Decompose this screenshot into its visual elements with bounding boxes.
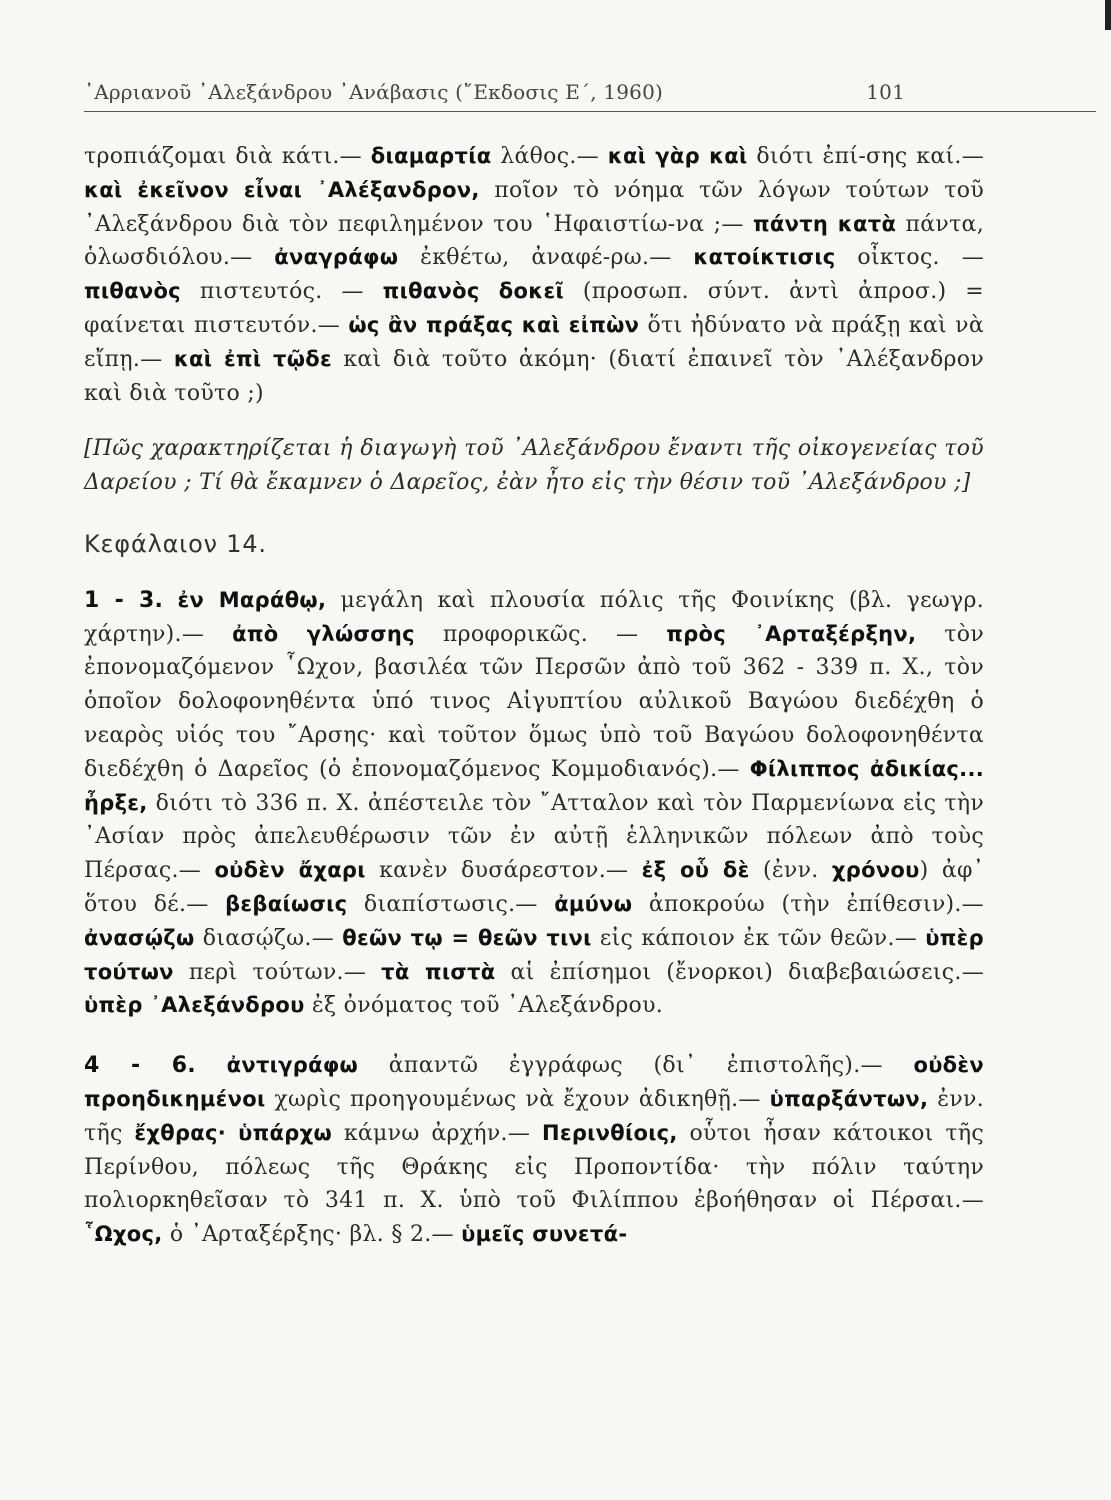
lemma: ὑμεῖς συνετά- — [461, 1222, 628, 1247]
lemma: ἀναγράφω — [274, 245, 399, 270]
text: ἐνν. τῆς — [84, 1086, 984, 1146]
text: διαπίστωσις.— — [347, 891, 555, 917]
lemma: ὑπὲρ ᾿Αλεξάνδρου — [84, 993, 305, 1018]
text: διότι ἐπί-σης καί.— — [747, 144, 984, 169]
text: ποῖον τὸ νόημα τῶν λόγων τούτων τοῦ ᾿Αλεξάνδρου διὰ τὸν πεφιλημένον του ῾Ηφαιστίω-να ;— — [84, 177, 984, 237]
lemma: Φίλιππος ἀδικίας... ἦρξε, — [84, 756, 984, 815]
lemma: καὶ ἐκεῖνον εἶναι ᾿Αλέξανδρον, — [84, 177, 480, 202]
text: μεγάλη καὶ πλουσία πόλις τῆς Φοινίκης (βλ. γεωγρ. χάρτην).— — [84, 587, 984, 647]
text: τροπιάζομαι διὰ κάτι.— — [84, 144, 371, 169]
text: περὶ τούτων.— — [173, 959, 382, 985]
page-edge-mark — [1105, 0, 1111, 30]
lemma: ὑπὲρ τούτων — [84, 925, 984, 984]
text: ) ἀφ᾿ ὅτου δέ.— — [84, 858, 985, 917]
header-rule — [84, 111, 1096, 112]
page-body — [84, 140, 984, 1252]
text: ἐκθέτω, ἀναφέ-ρω.— — [398, 245, 694, 271]
lemma: βεβαίωσις — [225, 891, 348, 916]
text: διότι τὸ 336 π. Χ. ἀπέστειλε τὸν ῎Ατταλον καὶ τὸν Παρμενίωνα εἰς τὴν ᾿Ασίαν πρὸς ἀπελευθέρωσιν τῶν ἐν αὐτῇ ἑλληνικῶν πόλεων ἀπὸ τοὺς Πέρσας.— — [84, 790, 984, 884]
lemma: ἀνασῴζω — [84, 925, 195, 950]
text: διασῴζω.— — [194, 925, 343, 951]
section-number: 1 - 3. — [84, 587, 164, 613]
text: (ἐνν. — [749, 858, 832, 884]
text: ἀποκρούω (τὴν ἐπίθεσιν).— — [632, 891, 984, 917]
text: πιστευτός. — — [180, 279, 383, 305]
chapter-title: Κεφάλαιον 14. — [84, 529, 267, 558]
lemma: Περινθίοις, — [541, 1120, 678, 1145]
text: εἰς κάποιον ἐκ τῶν θεῶν.— — [591, 925, 926, 951]
text: ὅτι ἠδύνατο νὰ πράξῃ καὶ νὰ εἴπῃ.— — [84, 312, 984, 372]
text: ὁ ᾿Αρταξέρξης· βλ. § 2.— — [162, 1222, 462, 1248]
text: πάντα, ὁλωσδιόλου.— — [84, 211, 984, 271]
lemma: ὑπαρξάντων, — [769, 1086, 929, 1111]
text: οἶκτος. — — [835, 245, 984, 271]
lemma: πιθανὸς — [84, 279, 181, 304]
text: κανὲν δυσάρεστον.— — [365, 858, 642, 884]
text: οὗτοι ἦσαν κάτοικοι τῆς Περίνθου, πόλεως τῆς Θράκης εἰς Προποντίδα· τὴν πόλιν ταύτην πολιορκηθεῖσαν τὸ 341 π. Χ. ὑπὸ τοῦ Φιλίππου ἐβοήθησαν οἱ Πέρσαι.— — [84, 1120, 984, 1214]
lemma: κατοίκτισις — [693, 245, 836, 270]
page-number: 101 — [866, 80, 905, 104]
running-header — [84, 80, 905, 104]
lemma: οὐδὲν ἄχαρι — [214, 858, 366, 883]
lemma: χρόνου — [831, 858, 920, 883]
text: τὸν ἐπονομαζόμενον ῟Ωχον, βασιλέα τῶν Περσῶν ἀπὸ τοῦ 362 - 339 π. Χ., τὸν ὁποῖον δολοφονηθέντα ὑπό τινος Αἰγυπτίου αὐλικοῦ Βαγώου διεδέχθη ὁ νεαρὸς υἱός του ῎Αρσης· καὶ τοῦτον ὅμως ὑπὸ τοῦ Βαγώου δολοφονηθέντα διεδέχθη ὁ Δαρεῖος (ὁ ἐπονομαζόμενος Κομμοδιανός).— — [84, 621, 984, 782]
book-title: ᾿Αρριανοῦ ᾿Αλεξάνδρου ᾿Ανάβασις (῎Εκδοσις Ε΄, 1960) — [84, 80, 664, 104]
text: ἀπαντῶ ἐγγράφως (δι᾿ ἐπιστολῆς).— — [358, 1053, 914, 1079]
lemma: καὶ ἐπὶ τῷδε — [173, 346, 332, 371]
section-1-3 — [84, 584, 984, 1023]
lemma: θεῶν τῳ = θεῶν τινι — [342, 925, 592, 950]
text: προφορικῶς. — — [414, 621, 667, 647]
review-question: [Πῶς χαρακτηρίζεται ἡ διαγωγὴ τοῦ ᾿Αλεξάνδρου ἔναντι τῆς οἰκογενείας τοῦ Δαρείου ; Τί θὰ ἔκαμνεν ὁ Δαρεῖος, ἐὰν ἦτο εἰς τὴν θέσιν τοῦ ᾿Αλεξάνδρου ;] — [84, 436, 984, 496]
lemma: πρὸς ᾿Αρταξέρξην, — [666, 621, 917, 646]
section-number: 4 - 6. — [84, 1053, 196, 1079]
lemma: ἀπὸ γλώσσης — [232, 621, 415, 646]
text: χωρὶς προηγουμένως νὰ ἔχουν ἀδικηθῇ.— — [265, 1086, 770, 1112]
text: (προσωπ. σύντ. ἀντὶ ἀπροσ.) = φαίνεται πιστευτόν.— — [84, 279, 984, 338]
text: κάμνω ἀρχήν.— — [332, 1120, 542, 1146]
text: αἱ ἐπίσημοι (ἔνορκοι) διαβεβαιώσεις.— — [495, 959, 984, 985]
lemma: ὡς ἂν πράξας καὶ εἰπὼν — [348, 312, 640, 337]
lemma: ἐξ οὗ δὲ — [641, 858, 750, 883]
section-4-6 — [84, 1049, 984, 1252]
intro-paragraph — [84, 140, 984, 410]
text: ἐξ ὀνόματος τοῦ ᾿Αλεξάνδρου. — [304, 993, 664, 1019]
lemma: ἐν Μαράθῳ, — [177, 587, 327, 612]
lemma: καὶ γὰρ καὶ — [607, 144, 748, 168]
lemma: τὰ πιστὰ — [381, 959, 496, 984]
lemma: ἀντιγράφω — [226, 1053, 359, 1078]
lemma: ἀμύνω — [554, 891, 633, 916]
lemma: οὐδὲν προηδικημένοι — [84, 1053, 984, 1111]
lemma: πιθανὸς δοκεῖ — [382, 279, 564, 304]
text: λάθος.— — [491, 144, 608, 169]
lemma: διαμαρτία — [370, 144, 492, 168]
lemma: ἔχθρας· ὑπάρχω — [134, 1120, 333, 1145]
text: καὶ διὰ τοῦτο ἀκόμη· (διατί ἐπαινεῖ τὸν ᾿Αλέξανδρον καὶ διὰ τοῦτο ;) — [84, 346, 985, 406]
lemma: ῟Ωχος, — [84, 1222, 163, 1247]
lemma: πάντη κατὰ — [752, 211, 897, 236]
